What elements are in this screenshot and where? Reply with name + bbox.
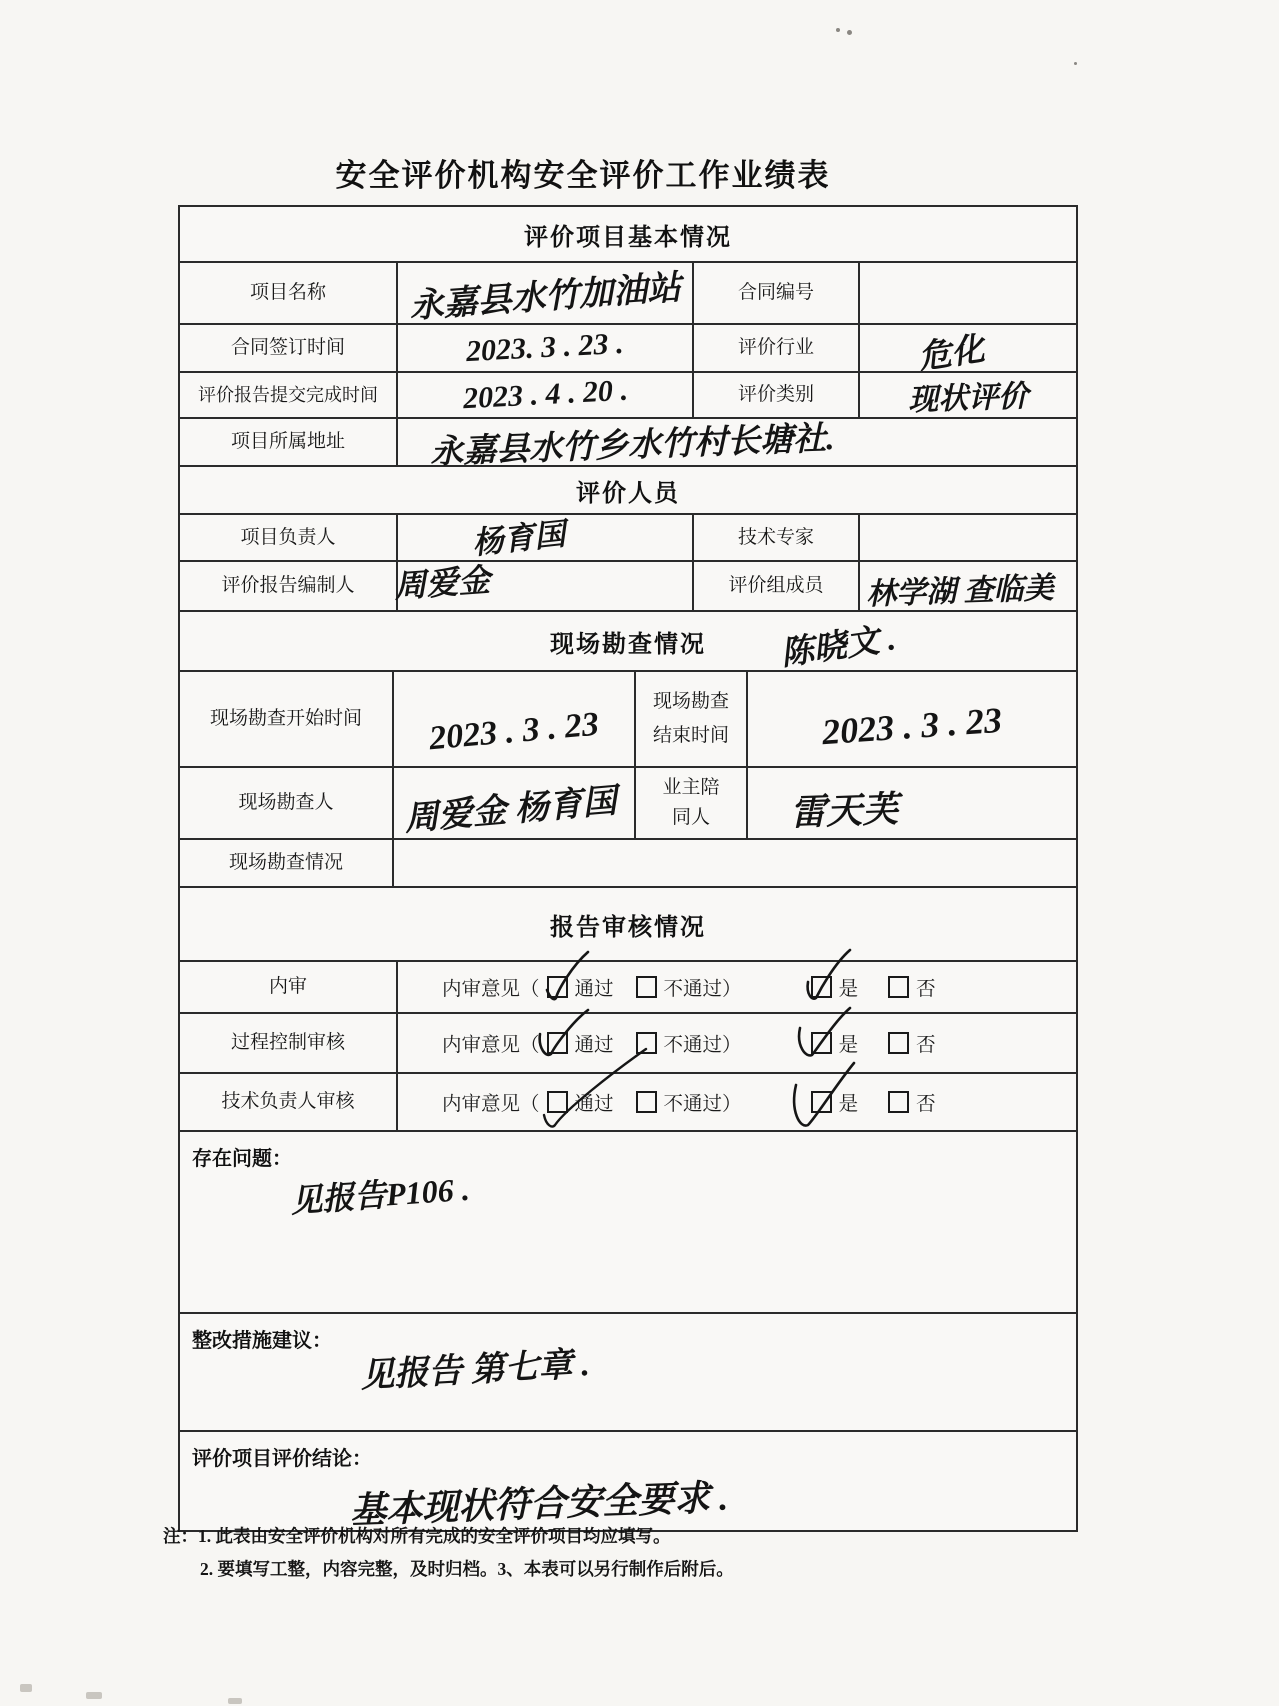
no-label: 否 — [916, 1094, 936, 1115]
block-rectification-suggestions — [180, 1312, 1076, 1430]
pass-checkbox-checked — [547, 1032, 568, 1054]
yes-checkbox-checked — [811, 1091, 832, 1113]
fail-label: 不通过 — [663, 1035, 723, 1056]
category-label: 评价类别 — [737, 384, 814, 405]
opinion-prefix: 内审意见（ — [442, 1035, 540, 1056]
address-handwritten-value: 永嘉县水竹乡水竹村长塘社. — [429, 420, 835, 472]
survey-start-label: 现场勘查开始时间 — [209, 708, 362, 729]
survey-end-handwritten-value: 2023 . 3 . 23 — [820, 699, 1004, 753]
row-report-date — [180, 371, 1076, 417]
fail-label: 不通过 — [663, 1094, 723, 1115]
report-writer-handwritten-value: 周爱金 — [393, 561, 492, 605]
technical-expert-label: 技术专家 — [737, 526, 814, 548]
row-address — [180, 417, 1076, 472]
yes-label: 是 — [838, 1035, 859, 1056]
fail-label: 不通过 — [663, 979, 723, 1000]
conclusion-handwritten-value: 基本现状符合安全要求 . — [349, 1477, 729, 1531]
report-writer-label: 评价报告编制人 — [221, 575, 355, 596]
pass-label: 通过 — [574, 979, 614, 1000]
pass-label: 通过 — [574, 1035, 614, 1056]
process-control-review-label: 过程控制审核 — [230, 1032, 345, 1053]
survey-end-label-line1: 现场勘查 — [652, 691, 729, 712]
block-existing-problems — [180, 1130, 1076, 1312]
scan-artifact-dot — [847, 30, 852, 35]
survey-end-label-line2: 结束时间 — [652, 725, 729, 746]
opinion-suffix: ） — [722, 979, 742, 1000]
scan-artifact-smudge — [20, 1684, 32, 1692]
team-members-label: 评价组成员 — [728, 575, 824, 596]
opinion-prefix: 内审意见（ — [442, 1094, 540, 1115]
existing-problems-label: 存在问题： — [192, 1148, 292, 1170]
no-checkbox-unchecked — [888, 1032, 909, 1054]
escort-handwritten-value: 雷天芙 — [789, 788, 899, 833]
opinion-prefix: 内审意见（ — [442, 979, 540, 1000]
opinion-suffix: ） — [722, 1094, 742, 1115]
survey-situation-label: 现场勘查情况 — [228, 852, 343, 873]
section-header-personnel-label: 评价人员 — [576, 480, 680, 507]
fail-checkbox-unchecked — [636, 1091, 657, 1113]
contract-date-handwritten-value: 2023. 3 . 23 . — [465, 326, 625, 369]
section-header-basic-info-label: 评价项目基本情况 — [524, 224, 732, 251]
opinion-suffix: ） — [722, 1035, 742, 1056]
project-leader-handwritten-value: 杨育国 — [470, 516, 567, 561]
surveyor-handwritten-value: 周爱金 杨育国 — [403, 782, 619, 839]
no-label: 否 — [916, 1035, 936, 1056]
page-title: 安全评价机构安全评价工作业绩表 — [335, 158, 831, 193]
section-header-personnel — [180, 465, 1076, 513]
row-survey-times — [180, 670, 1076, 766]
rectification-suggestions-label: 整改措施建议： — [192, 1330, 332, 1352]
contract-no-label: 合同编号 — [737, 282, 814, 303]
team-members-handwritten-overflow: 陈晓文 . — [778, 621, 898, 673]
scan-artifact-smudge — [228, 1698, 242, 1704]
scan-artifact-smudge — [86, 1692, 102, 1699]
team-members-handwritten-value: 林学湖 查临美 — [865, 571, 1055, 612]
contract-date-label: 合同签订时间 — [230, 337, 345, 358]
row-project-name — [180, 261, 1076, 323]
rectification-handwritten-value: 见报告 第七章 . — [359, 1346, 591, 1395]
evaluation-conclusion-label: 评价项目评价结论： — [192, 1448, 372, 1470]
no-label: 否 — [916, 979, 936, 1000]
existing-problems-handwritten-value: 见报告P106 . — [289, 1170, 471, 1220]
row-contract-date — [180, 323, 1076, 377]
internal-review-label: 内审 — [268, 976, 307, 997]
row-report-writer — [180, 560, 1076, 610]
row-technical-lead-review — [180, 1072, 1076, 1130]
section-header-basic-info — [180, 207, 1076, 261]
footnote-line1: 注：1. 此表由安全评价机构对所有完成的安全评价项目均应填写。 — [163, 1526, 671, 1546]
performance-form-table — [178, 205, 1078, 1532]
fail-checkbox-unchecked — [636, 976, 657, 998]
fail-checkbox-unchecked — [636, 1032, 657, 1054]
escort-label-line2: 同人 — [671, 807, 710, 828]
scan-artifact-dot — [1074, 62, 1077, 65]
industry-label: 评价行业 — [737, 337, 814, 358]
section-header-survey — [180, 610, 1076, 673]
pass-checkbox-checked — [547, 976, 568, 998]
industry-handwritten-value: 危化 — [916, 331, 987, 377]
row-internal-review — [180, 960, 1076, 1012]
yes-checkbox-checked — [811, 1032, 832, 1054]
project-name-label: 项目名称 — [249, 282, 326, 303]
row-process-control-review — [180, 1012, 1076, 1072]
yes-label: 是 — [838, 1094, 859, 1115]
pass-checkbox-checked — [547, 1091, 568, 1113]
report-date-label: 评价报告提交完成时间 — [198, 385, 378, 405]
address-label: 项目所属地址 — [230, 431, 345, 452]
section-header-review — [180, 886, 1076, 960]
row-survey-situation — [180, 838, 1076, 886]
report-date-handwritten-value: 2023 . 4 . 20 . — [461, 373, 629, 416]
category-handwritten-value: 现状评价 — [907, 379, 1029, 418]
row-project-leader — [180, 513, 1076, 560]
no-checkbox-unchecked — [888, 1091, 909, 1113]
project-leader-label: 项目负责人 — [240, 526, 336, 548]
project-name-handwritten-value: 永嘉县水竹加油站 — [408, 269, 683, 325]
yes-checkbox-checked — [811, 976, 832, 998]
survey-start-handwritten-value: 2023 . 3 . 23 — [427, 705, 601, 758]
no-checkbox-unchecked — [888, 976, 909, 998]
yes-label: 是 — [838, 979, 859, 1000]
row-surveyors — [180, 766, 1076, 838]
footnotes — [163, 1520, 734, 1586]
section-header-review-label: 报告审核情况 — [550, 914, 706, 941]
surveyor-label: 现场勘查人 — [238, 792, 334, 813]
block-evaluation-conclusion — [180, 1430, 1076, 1530]
technical-lead-review-label: 技术负责人审核 — [221, 1091, 355, 1112]
pass-label: 通过 — [574, 1094, 614, 1115]
footnote-line2: 2. 要填写工整，内容完整，及时归档。3、本表可以另行制作后附后。 — [200, 1559, 734, 1579]
escort-label-line1: 业主陪 — [662, 777, 720, 798]
scan-artifact-dot — [836, 28, 840, 32]
section-header-survey-label: 现场勘查情况 — [550, 631, 706, 658]
